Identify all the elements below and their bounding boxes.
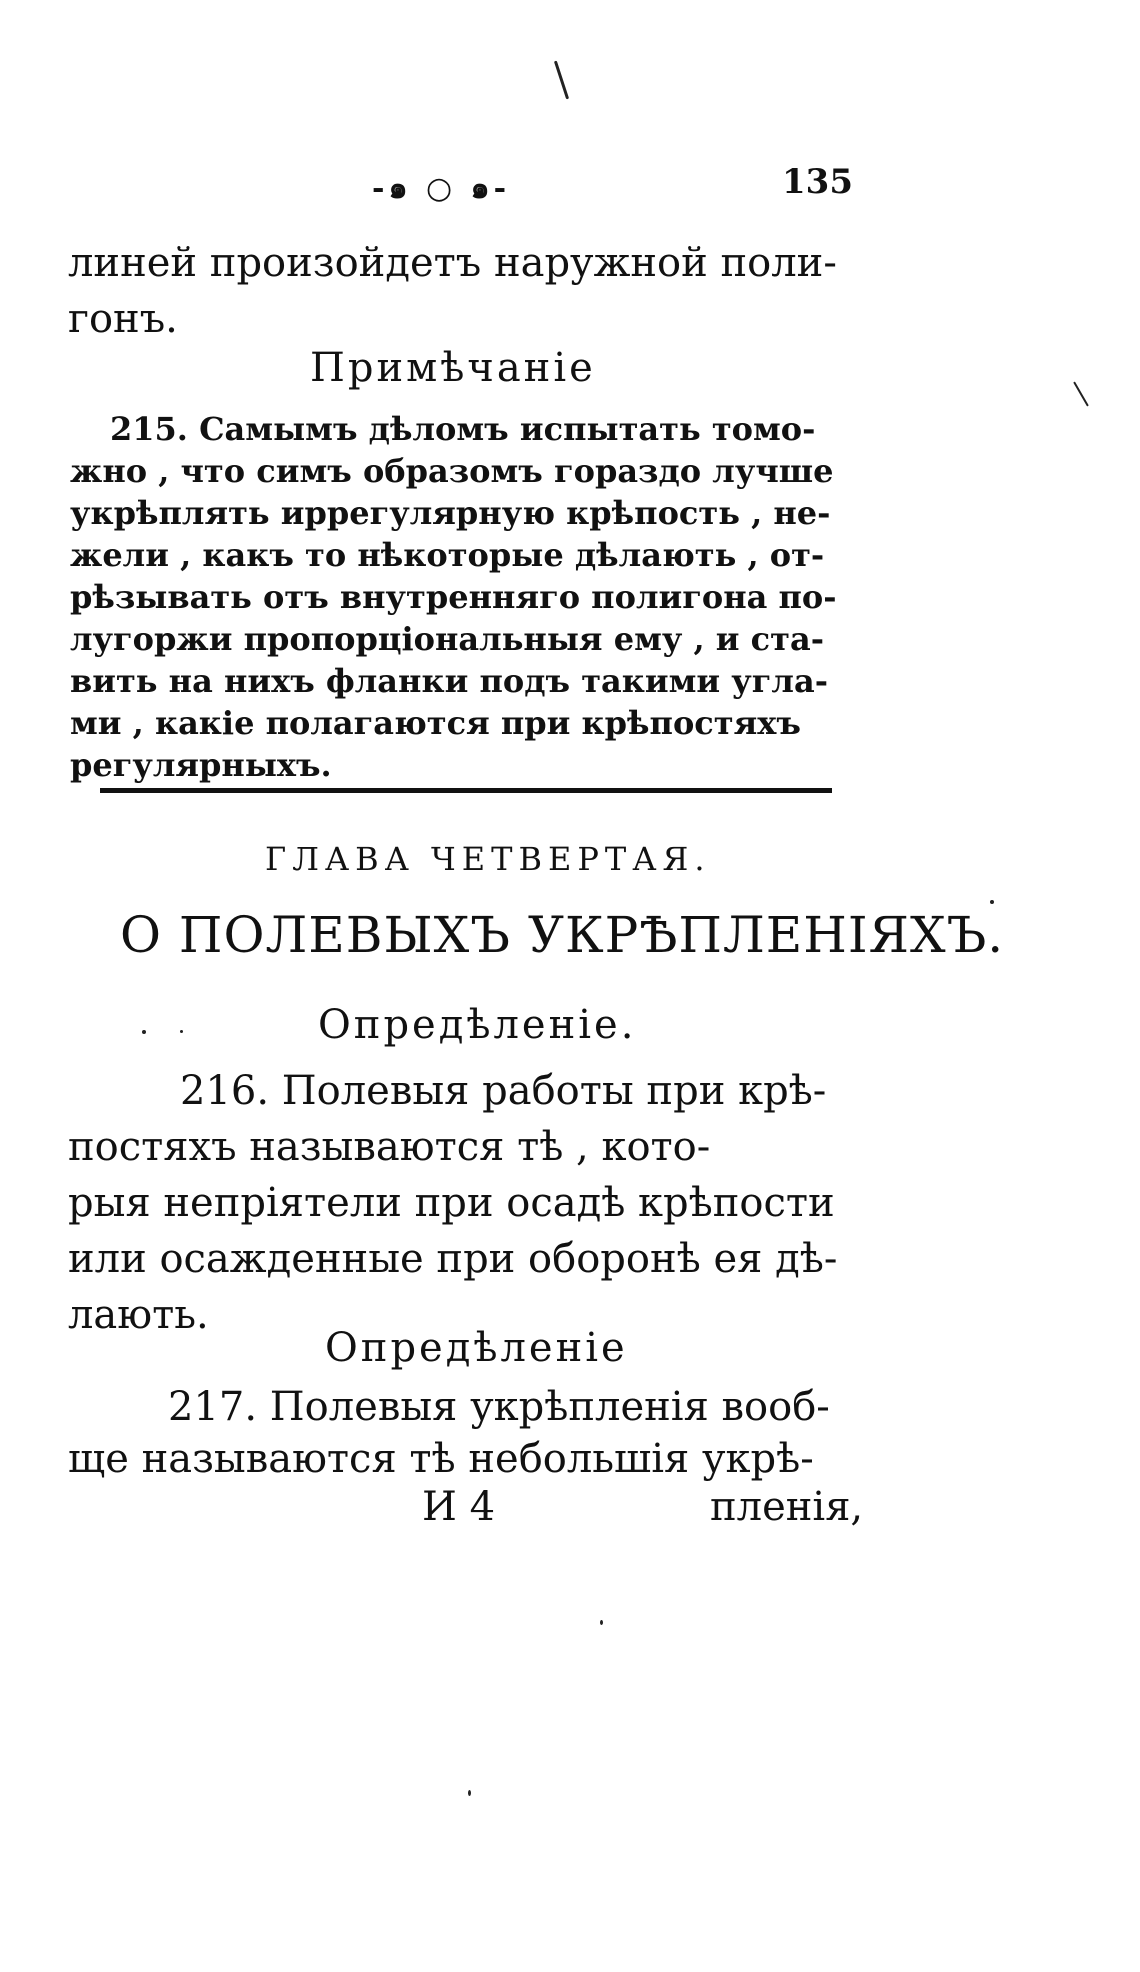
signature-mark: И 4 (422, 1484, 496, 1530)
note-line: жно , что симъ образомъ гораздо лучше (70, 452, 834, 490)
definition-line: 217. Полевыя укрѣпленiя вооб- (168, 1384, 830, 1430)
scan-speck (990, 900, 994, 904)
page-number: 135 (782, 162, 853, 202)
note-line: рѣзывать отъ внутренняго полигона по- (70, 578, 837, 616)
chapter-label: ГЛАВА ЧЕТВЕРТАЯ. (265, 840, 711, 878)
paragraph-line: гонъ. (68, 296, 178, 342)
scan-mark (1073, 381, 1089, 406)
definition-heading: Опредѣленiе (325, 1325, 628, 1371)
definition-line: постяхъ называются тѣ , кото- (68, 1124, 711, 1170)
scan-mark (554, 61, 569, 100)
definition-line: 216. Полевыя работы при крѣ- (180, 1068, 827, 1114)
note-line: жели , какъ то нѣкоторые дѣлають , от- (70, 536, 825, 574)
scan-speck (600, 1620, 603, 1625)
note-line: ми , какiе полагаются при крѣпостяхъ (70, 704, 801, 742)
definition-line: или осажденные при оборонѣ ея дѣ- (68, 1236, 838, 1282)
definition-line: лають. (68, 1292, 209, 1338)
paragraph-line: линей произойдетъ наружной поли- (68, 240, 837, 286)
note-line: 215. Самымъ дѣломъ испытать томо- (110, 410, 816, 448)
note-line: лугоржи пропорцiональныя ему , и ста- (70, 620, 824, 658)
scan-speck (142, 1030, 146, 1034)
scan-speck (180, 1030, 183, 1033)
definition-line: ще называются тѣ небольшiя укрѣ- (68, 1436, 814, 1482)
definition-line: рыя непрiятели при осадѣ крѣпости (68, 1180, 835, 1226)
catchword: пленiя, (710, 1484, 864, 1530)
chapter-title: О ПОЛЕВЫХЪ УКРѢПЛЕНIЯХЪ. (120, 906, 1005, 964)
definition-heading: Опредѣленiе. (318, 1002, 637, 1048)
note-line: укрѣплять иррегулярную крѣпость , не- (70, 494, 831, 532)
scan-speck (468, 1790, 471, 1796)
header-ornament: -๑ ○ ๑- (372, 171, 511, 206)
note-heading: Примѣчанiе (310, 345, 596, 391)
section-divider (100, 788, 832, 793)
note-line: регулярныхъ. (70, 746, 332, 784)
note-line: вить на нихъ фланки подъ такими угла- (70, 662, 828, 700)
